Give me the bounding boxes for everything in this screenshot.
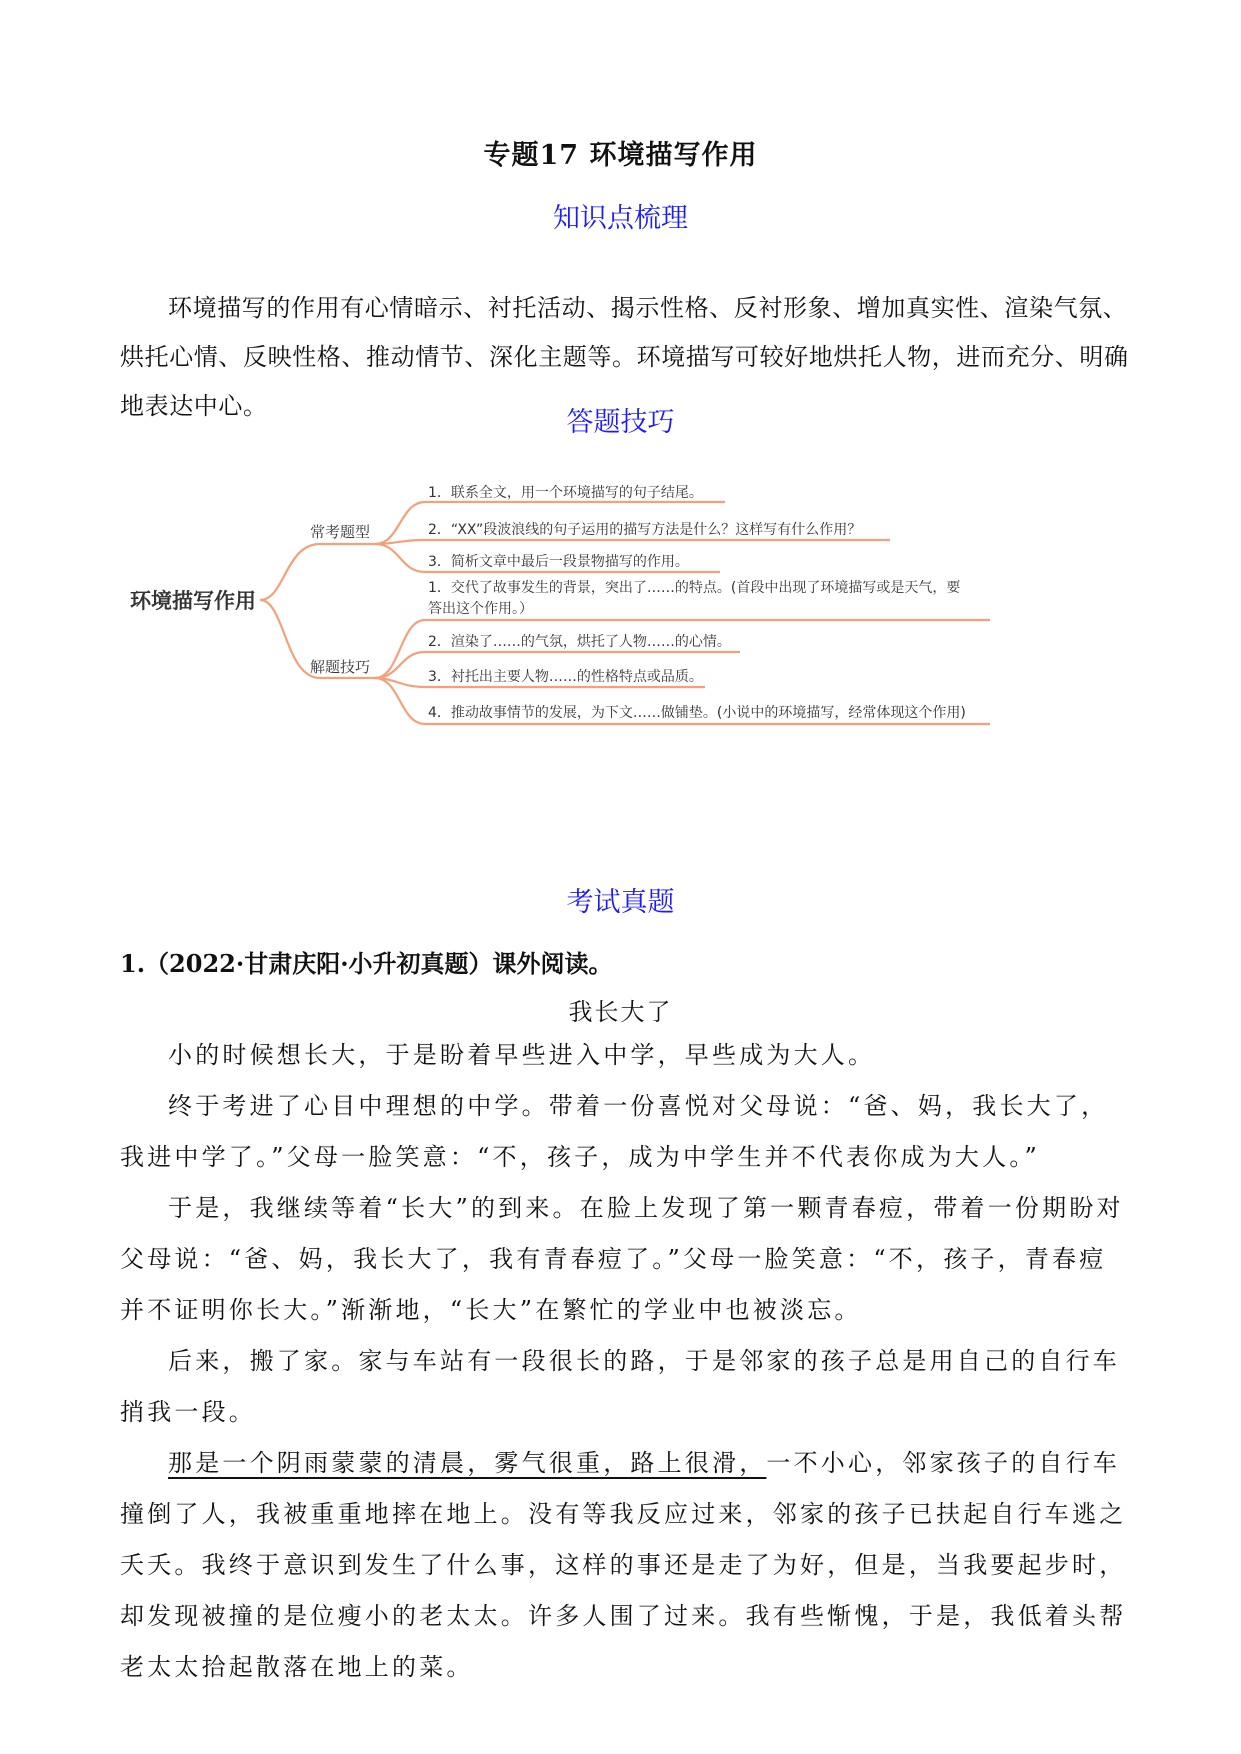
mindmap-b2-item1-line1: 1．交代了故事发生的背景，突出了……的特点。(首段中出现了环境描写或是天气，要 [428, 580, 961, 596]
story-paragraph-5 [120, 1438, 1130, 1693]
mindmap-branch1-label: 常考题型 [310, 523, 371, 541]
mindmap-b1-item2: 2．“XX”段波浪线的句子运用的描写方法是什么？这样写有什么作用？ [428, 522, 862, 538]
question-heading: 1.（2022·甘肃庆阳·小升初真题）课外阅读。 [120, 949, 613, 978]
mindmap-b2-item2: 2．渲染了……的气氛，烘托了人物……的心情。 [428, 634, 731, 650]
story-paragraph-3: 于是，我继续等着“长大”的到来。在脸上发现了第一颗青春痘，带着一份期盼对父母说：“爸、妈，我长大了，我有青春痘了。”父母一脸笑意：“不，孩子，青春痘并不证明你长大。”渐渐地，“长大”在繁忙的学业中也被淡忘。 [120, 1194, 1124, 1324]
story-body [120, 1030, 1130, 1693]
mindmap [110, 472, 1120, 772]
story-paragraph-4: 后来，搬了家。家与车站有一段很长的路，于是邻家的孩子总是用自己的自行车捎我一段。 [120, 1347, 1120, 1426]
mindmap-root: 环境描写作用 [130, 589, 256, 613]
connector-root-branch1 [260, 544, 375, 600]
mindmap-b1-item1-text: 1．联系全文，用一个环境描写的句子结尾。 [428, 485, 703, 501]
mindmap-b2-item1-line2: 答出这个作用。） [428, 601, 533, 617]
mindmap-b1-item3: 3．简析文章中最后一段景物描写的作用。 [428, 554, 689, 570]
connector-b1-item2 [375, 540, 890, 544]
story-paragraph-5-rest: 一不小心，邻家孩子的自行车撞倒了人，我被重重地摔在地上。没有等我反应过来，邻家的孩子已扶起自行车逃之夭夭。我终于意识到发生了什么事，这样的事还是走了为好，但是，当我要起步时，却发现被撞的是位瘦小的老太太。许多人围了过来。我有些惭愧，于是，我低着头帮老太太拾起散落在地上的菜。 [120, 1449, 1127, 1681]
section-heading-exam: 考试真题 [566, 887, 675, 918]
page-title: 专题17 环境描写作用 [483, 140, 758, 171]
underlined-sentence: 那是一个阴雨蒙蒙的清晨，雾气很重，路上很滑， [168, 1449, 767, 1477]
section-heading-knowledge: 知识点梳理 [553, 203, 688, 234]
mindmap-b2-item3: 3．衬托出主要人物……的性格特点或品质。 [428, 669, 703, 685]
knowledge-paragraph: 环境描写的作用有心情暗示、衬托活动、揭示性格、反衬形象、增加真实性、渲染气氛、烘托心情、反映性格、推动情节、深化主题等。环境描写可较好地烘托人物，进而充分、明确地表达中心。 [120, 294, 1129, 420]
section-heading-tips: 答题技巧 [566, 407, 675, 438]
mindmap-branch2-label: 解题技巧 [310, 658, 371, 676]
story-title: 我长大了 [568, 998, 673, 1026]
story-paragraph-2: 终于考进了心目中理想的中学。带着一份喜悦对父母说：“爸、妈，我长大了，我进中学了。”父母一脸笑意：“不，孩子，成为中学生并不代表你成为大人。” [120, 1092, 1109, 1171]
story-paragraph-1: 小的时候想长大，于是盼着早些进入中学，早些成为大人。 [168, 1041, 876, 1069]
mindmap-b2-item4: 4．推动故事情节的发展，为下文……做铺垫。(小说中的环境描写，经常体现这个作用) [428, 705, 966, 721]
